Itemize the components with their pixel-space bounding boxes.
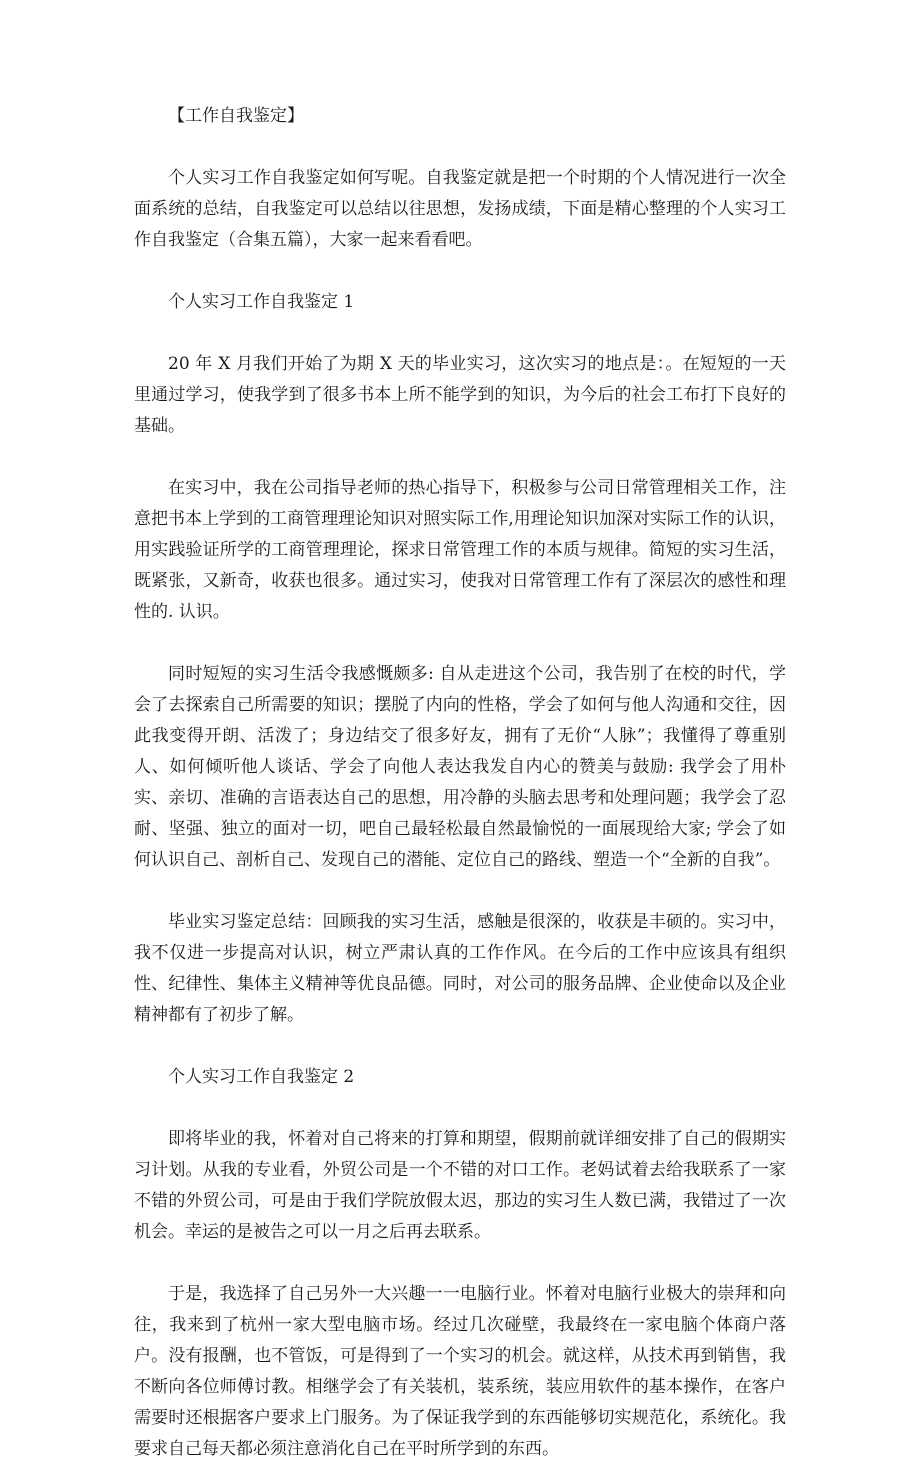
- section-2-heading: 个人实习工作自我鉴定 2: [168, 1067, 355, 1087]
- section-1-paragraph-3: 同时短短的实习生活令我感慨颇多: 自从走进这个公司，我告别了在校的时代，学会了去探索自己所需要的知识；摆脱了内向的性格，学会了如何与他人沟通和交往，因此我变得开朗、活泼了；身边结交了很多好友，拥有了无价“人脉”；我懂得了尊重别人、如何倾听他人谈话、学会了向他人表达我发自内心的赞美与鼓励: 我学会了用朴实、亲切、准确的言语表达自己的思想，用冷静的头脑去思考和处理问题；我学会了忍耐、坚强、独立的面对一切，吧自己最轻松最自然最愉悦的一面展现给大家; 学会了如何认识自己、剖析自己、发现自己的潜能、定位自己的路线、塑造一个“全新的自我”。: [134, 664, 786, 870]
- section-1-heading: 个人实习工作自我鉴定 1: [168, 292, 355, 312]
- spacer: [134, 1093, 786, 1124]
- section-1-paragraph-2: 在实习中，我在公司指导老师的热心指导下，积极参与公司日常管理相关工作，注意把书本上学到的工商管理理论知识对照实际工作,用理论知识加深对实际工作的认识，用实践验证所学的工商管理理论，探求日常管理工作的本质与规律。简短的实习生活，既紧张，又新奇，收获也很多。通过实习，使我对日常管理工作有了深层次的感性和理性的. 认识。: [134, 478, 786, 622]
- spacer: [134, 876, 786, 907]
- spacer: [134, 442, 786, 473]
- section-2-paragraph-2: 于是，我选择了自己另外一大兴趣一一电脑行业。怀着对电脑行业极大的崇拜和向往，我来到了杭州一家大型电脑市场。经过几次碰壁，我最终在一家电脑个体商户落户。没有报酬，也不管饭，可是得到了一个实习的机会。就这样，从技术再到销售，我不断向各位师傅讨教。相继学会了有关装机，装系统，装应用软件的基本操作，在客户需要时还根据客户要求上门服务。为了保证我学到的东西能够切实规范化，系统化。我要求自己每天都必须注意消化自己在平时所学到的东西。: [134, 1284, 786, 1459]
- spacer: [134, 318, 786, 349]
- document-body: [134, 101, 786, 1465]
- spacer: [134, 1248, 786, 1279]
- spacer: [134, 1031, 786, 1062]
- spacer: [134, 256, 786, 287]
- section-2-paragraph-1: 即将毕业的我，怀着对自己将来的打算和期望，假期前就详细安排了自己的假期实习计划。从我的专业看，外贸公司是一个不错的对口工作。老妈试着去给我联系了一家不错的外贸公司，可是由于我们学院放假太迟，那边的实习生人数已满，我错过了一次机会。幸运的是被告之可以一月之后再去联系。: [134, 1129, 786, 1242]
- intro-paragraph: 个人实习工作自我鉴定如何写呢。自我鉴定就是把一个时期的个人情况进行一次全面系统的总结，自我鉴定可以总结以往思想，发扬成绩，下面是精心整理的个人实习工作自我鉴定（合集五篇），大家一起来看看吧。: [134, 168, 786, 250]
- document-title: 【工作自我鉴定】: [168, 106, 304, 126]
- spacer: [134, 132, 786, 163]
- spacer: [134, 628, 786, 659]
- section-1-paragraph-4: 毕业实习鉴定总结：回顾我的实习生活，感触是很深的，收获是丰硕的。实习中，我不仅进一步提高对认识，树立严肃认真的工作作风。在今后的工作中应该具有组织性、纪律性、集体主义精神等优良品德。同时，对公司的服务品牌、企业使命以及企业精神都有了初步了解。: [134, 912, 786, 1025]
- section-1-paragraph-1: 20 年 X 月我们开始了为期 X 天的毕业实习，这次实习的地点是：。在短短的一天里通过学习，使我学到了很多书本上所不能学到的知识，为今后的社会工布打下良好的基础。: [134, 354, 786, 436]
